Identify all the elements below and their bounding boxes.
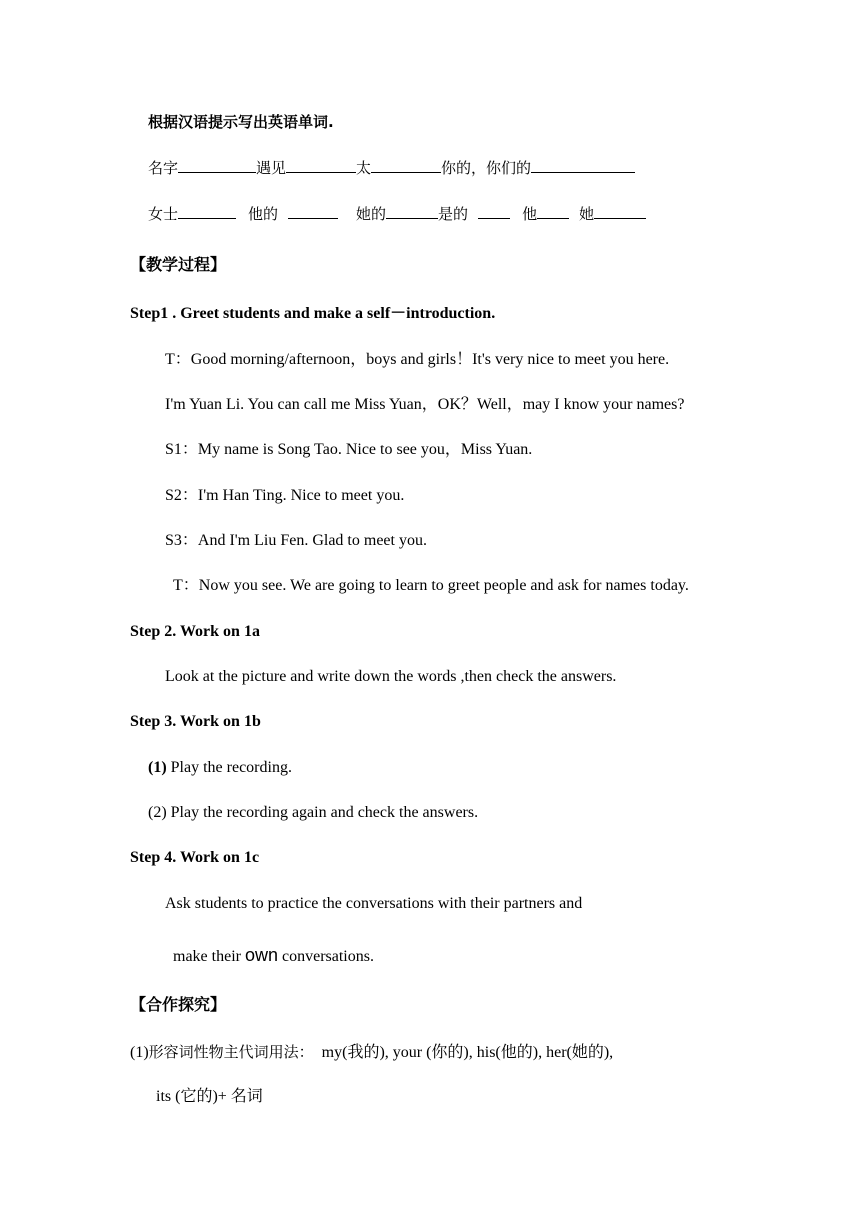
text-segment: make their — [173, 948, 245, 965]
dialogue-line: T：Good morning/afternoon，boys and girls！It's very nice to meet you here. — [165, 351, 670, 368]
vocab-word: 他 — [522, 205, 538, 223]
step4-text-2 — [173, 945, 374, 967]
vocab-word: 他的 — [248, 205, 279, 223]
step3-title: Step 3. Work on 1b — [130, 713, 261, 730]
answer-blank[interactable] — [288, 203, 338, 219]
answer-blank[interactable] — [386, 203, 438, 219]
dialogue-line: T：Now you see. We are going to learn to greet people and ask for names today. — [173, 577, 689, 594]
vocab-word: 名字 — [148, 159, 179, 177]
vocab-word: 是的 — [438, 205, 469, 223]
answer-blank[interactable] — [531, 157, 635, 173]
answer-blank[interactable] — [371, 157, 441, 173]
answer-blank[interactable] — [178, 203, 236, 219]
section-heading-teaching: 【教学过程】 — [130, 255, 227, 274]
vocab-word: 女士 — [148, 205, 179, 223]
step2-text: Look at the picture and write down the words ,then check the answers. — [165, 668, 617, 685]
vocab-word: 遇见 — [256, 159, 287, 177]
vocab-word: 太 — [356, 159, 372, 177]
step3-item-2: (2) Play the recording again and check the answers. — [148, 804, 479, 821]
vocab-word: 你的，你们的 — [441, 159, 532, 177]
grammar-line-2: its (它的)+ 名词 — [156, 1088, 263, 1105]
answer-blank[interactable] — [594, 203, 646, 219]
item-number: (1) — [130, 1044, 149, 1061]
step1-title: Step1 . Greet students and make a self－introduction. — [130, 305, 496, 322]
vocab-word: 她的 — [356, 205, 387, 223]
grammar-label: 形容词性物主代词用法： — [148, 1043, 314, 1061]
vocab-row-1 — [148, 157, 635, 178]
answer-blank[interactable] — [286, 157, 356, 173]
dialogue-line: S1：My name is Song Tao. Nice to see you，Miss Yuan. — [165, 441, 533, 458]
vocab-instruction: 根据汉语提示写出英语单词. — [148, 113, 334, 131]
section-heading-cooperation: 【合作探究】 — [130, 995, 227, 1014]
grammar-line-1 — [130, 1042, 613, 1063]
item-number: (1) — [148, 759, 167, 776]
text-segment: own — [244, 945, 278, 965]
dialogue-line: S2：I'm Han Ting. Nice to meet you. — [165, 487, 405, 504]
grammar-examples: my(我的), your (你的), his(他的), her(她的), — [321, 1044, 614, 1061]
item-text: Play the recording. — [166, 759, 292, 776]
step2-title: Step 2. Work on 1a — [130, 623, 260, 640]
step3-item-1 — [148, 758, 292, 778]
answer-blank[interactable] — [537, 203, 569, 219]
dialogue-line: I'm Yuan Li. You can call me Miss Yuan，OK？Well，may I know your names? — [165, 396, 685, 413]
answer-blank[interactable] — [478, 203, 510, 219]
text-segment: conversations. — [278, 948, 374, 965]
dialogue-line: S3：And I'm Liu Fen. Glad to meet you. — [165, 532, 427, 549]
answer-blank[interactable] — [178, 157, 256, 173]
vocab-row-2 — [148, 203, 646, 224]
vocab-word: 她 — [579, 205, 595, 223]
step4-title: Step 4. Work on 1c — [130, 849, 260, 866]
step4-text-1: Ask students to practice the conversations with their partners and — [165, 895, 583, 912]
